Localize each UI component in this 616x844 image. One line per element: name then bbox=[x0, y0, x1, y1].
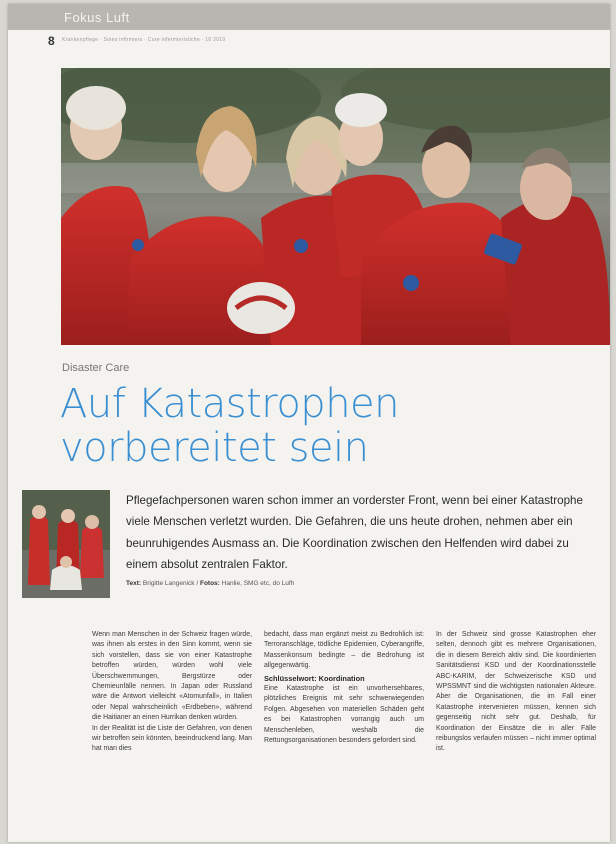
section-header-band bbox=[8, 4, 610, 30]
header-meta: Krankenpflege · Soins infirmiers · Cure infermieristiche · 10 2019 bbox=[62, 37, 226, 43]
credits-photo-label: Fotos: bbox=[199, 580, 220, 587]
article-lead: Pflegefachpersonen waren schon immer an vorderster Front, wenn bei einer Katastrophe viele Menschen verletzt wurden. Die Gefahren, die uns heute drohen, nehmen aber ein beunruhigendes Ausmass an. Die Koordination zwischen den Helfenden wird dabei zu einem absolut zentralen Faktor. bbox=[126, 494, 583, 572]
body-paragraph: Eine Katastrophe ist ein unvorhersehbares, plötzliches Ereignis mit sehr schwerwiegenden Folgen. Abgesehen von materiellen Schäden geht es bei Katastrophen vorrangig auch um Menschenleben, weshalb die Rettungsorganisationen besonders gefordert sind. bbox=[264, 685, 424, 745]
credits-text-value: Brigitte Langenick bbox=[142, 580, 195, 587]
page-number: 8 bbox=[48, 34, 55, 48]
headline-line-1: Auf Katastrophen bbox=[60, 381, 400, 427]
body-paragraph: Wenn man Menschen in der Schweiz fragen würde, was ihnen als erstes in den Sinn kommt, wenn sie sich vorstellen, dass sie von einer Katastrophe betroffen würden, würden wohl viele Überschwemmungen, Bergstürze oder Chemieunfälle nennen. In Japan oder Russland wäre die Antwort vielleicht «Atomunfall», in Italien oder Nepal wahrscheinlich «Erdbeben», während die Haitianer an einen Hurrikan denken würden. bbox=[92, 631, 252, 722]
article-credits: Text: Brigitte Langenick / Fotos: Hanlie, SMG etc, do Lufh bbox=[126, 580, 295, 587]
body-subhead: Schlüsselwort: Koordination bbox=[264, 673, 365, 683]
credits-photo-value: Hanlie, SMG etc, do Lufh bbox=[221, 580, 295, 587]
body-column-2 bbox=[264, 630, 424, 842]
section-label: Fokus Luft bbox=[64, 10, 130, 25]
body-column-3 bbox=[436, 630, 596, 842]
lead-thumbnail-photo bbox=[22, 490, 110, 598]
body-paragraph: In der Schweiz sind grosse Katastrophen eher selten, dennoch gibt es mehrere Organisationen, die in diesem Bereich aktiv sind. Die koordinierten Sanitätsdienst KSD und der Koordinationsstelle ABC-KARIM, der Schweizerische KSD und WPSSMNT sind die wichtigsten nationalen Akteure. Aber die Organisationen, die im Fall einer Katastrophe intervenieren müssen, kennen sich gegenseitig nicht sehr gut. Deshalb, für Koordination der Einsätze die in aller Fälle reibungslos verlaufen müssen – nicht immer optimal ist. bbox=[436, 631, 596, 753]
headline-line-2: vorbereitet sein bbox=[60, 425, 369, 471]
body-paragraph: In der Realität ist die Liste der Gefahren, von denen wir betroffen sein könnten, beeindruckend lang. Man hat man dies bbox=[92, 724, 252, 753]
article-headline bbox=[60, 382, 580, 470]
article-kicker: Disaster Care bbox=[62, 362, 130, 374]
body-paragraph: bedacht, dass man ergänzt meist zu Bedrohlich ist: Terroranschläge, tödliche Epidemien, Cyberangriffe, Massenkonsum bedingte – die Bedrohung ist allgegenwärtig. bbox=[264, 631, 424, 670]
magazine-page bbox=[8, 4, 610, 842]
credits-text-label: Text: bbox=[126, 580, 142, 587]
article-body bbox=[92, 630, 596, 842]
hero-photo bbox=[61, 68, 610, 345]
body-column-1 bbox=[92, 630, 252, 842]
